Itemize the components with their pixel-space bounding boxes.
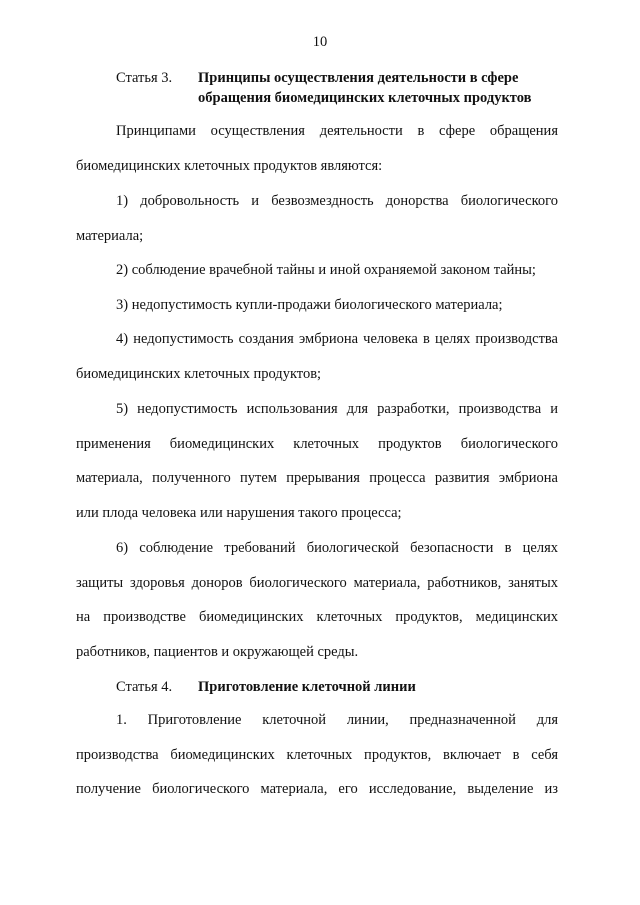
principle-3-line-1: 3) недопустимость купли-продажи биологического материала; bbox=[116, 297, 503, 313]
principle-5 bbox=[76, 392, 558, 531]
principle-6-line-2: защиты здоровья доноров биологического материала, работников, занятых bbox=[76, 574, 558, 591]
article-4-p1-line-3: получение биологического материала, его исследование, выделение из bbox=[76, 781, 558, 798]
principle-4-line-1: 4) недопустимость создания эмбриона человека в целях производства bbox=[116, 331, 558, 347]
principle-6 bbox=[76, 531, 558, 670]
article-4-title: Приготовление клеточной линии bbox=[198, 679, 416, 695]
principle-5-line-2: применения биомедицинских клеточных продуктов биологического bbox=[76, 435, 558, 452]
principle-6-line-1: 6) соблюдение требований биологической безопасности в целях bbox=[116, 540, 558, 556]
principle-1-line-2: материала; bbox=[76, 227, 144, 244]
principle-6-line-3: на производстве биомедицинских клеточных продуктов, медицинских bbox=[76, 609, 558, 626]
intro-line-2: биомедицинских клеточных продуктов являются: bbox=[76, 157, 383, 174]
principle-5-line-3: материала, полученного путем прерывания процесса развития эмбриона bbox=[76, 470, 558, 487]
page-number: 10 bbox=[312, 34, 328, 50]
article-3-title-line-2: обращения биомедицинских клеточных продуктов bbox=[198, 90, 532, 106]
principle-5-line-4: или плода человека или нарушения такого процесса; bbox=[76, 505, 402, 522]
article-3-title-line-1: Принципы осуществления деятельности в сфере bbox=[198, 70, 519, 86]
principle-5-line-1: 5) недопустимость использования для разработки, производства и bbox=[116, 401, 558, 417]
principle-4-line-2: биомедицинских клеточных продуктов; bbox=[76, 365, 322, 382]
principle-2 bbox=[76, 253, 558, 288]
article-4-label: Статья 4. bbox=[116, 679, 173, 695]
article-4-p1-line-2: производства биомедицинских клеточных продуктов, включает в себя bbox=[76, 746, 558, 763]
intro-paragraph bbox=[76, 114, 558, 183]
principle-1-line-1: 1) добровольность и безвозмездность донорства биологического bbox=[116, 193, 558, 209]
principle-2-line-1: 2) соблюдение врачебной тайны и иной охраняемой законом тайны; bbox=[116, 262, 536, 278]
principle-6-line-4: работников, пациентов и окружающей среды. bbox=[76, 644, 359, 661]
principle-4 bbox=[76, 322, 558, 391]
article-4-p1-line-1: 1. Приготовление клеточной линии, предназначенной для bbox=[116, 712, 558, 728]
principle-3 bbox=[76, 288, 558, 323]
principle-1 bbox=[76, 184, 558, 253]
article-3-label: Статья 3. bbox=[116, 70, 173, 86]
intro-line-1: Принципами осуществления деятельности в сфере обращения bbox=[116, 123, 558, 139]
article-4-paragraph-1 bbox=[76, 703, 558, 807]
